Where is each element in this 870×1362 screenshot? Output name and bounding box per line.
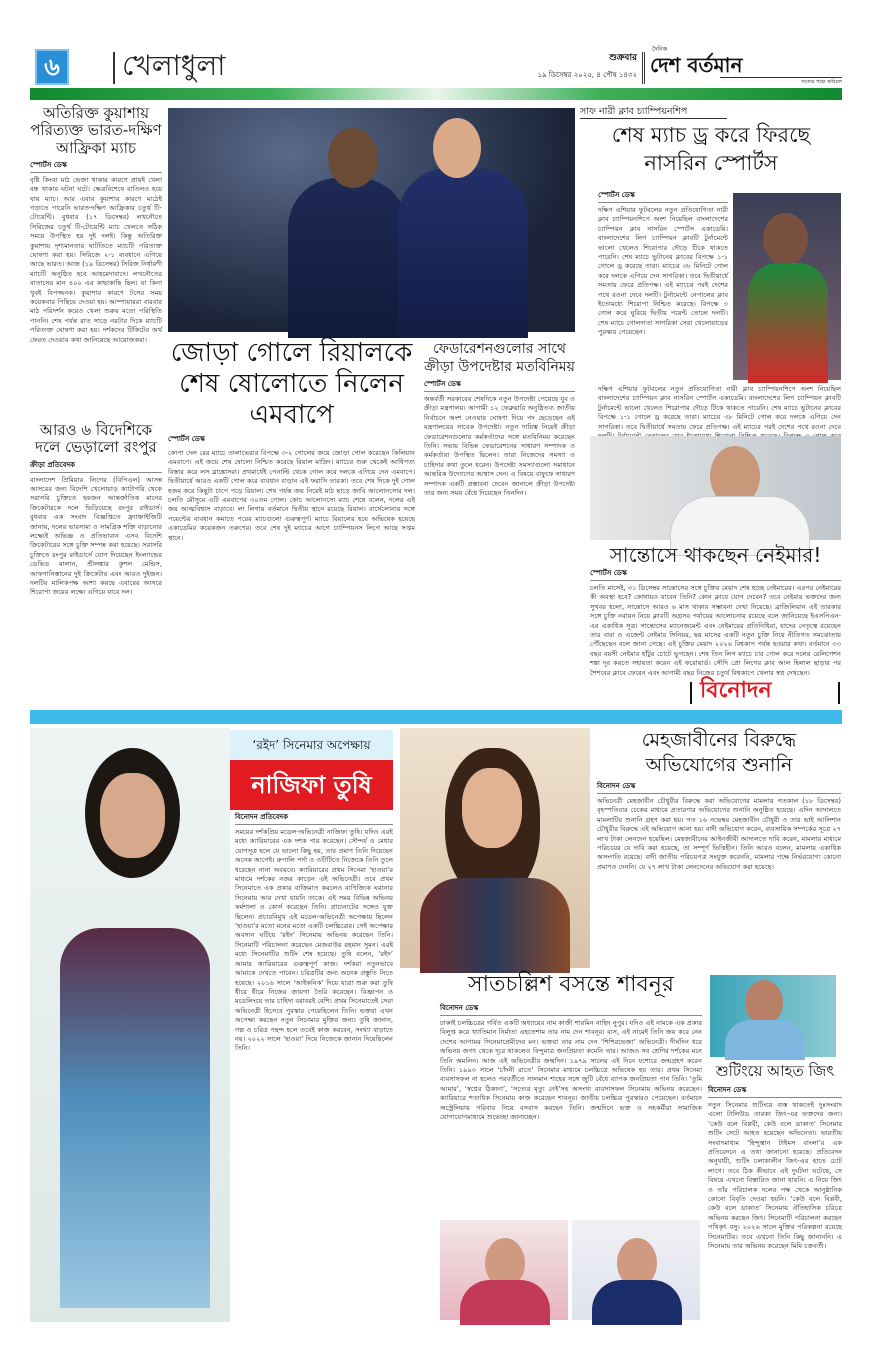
byline-federation: স্পোর্টস ডেস্ক xyxy=(424,379,575,392)
page-number-box: ৬ xyxy=(35,49,69,85)
article-nasrin-body xyxy=(598,190,728,382)
binodon-bar-right xyxy=(838,682,840,704)
body-nazifa: সময়ের দর্শকপ্রিয় মডেল-অভিনেত্রী নাজিফা তুষি। যদিও এরই মধ্যে ক্যারিয়ারের এক দশক পার করেছেন। সৌন্দর্য ও মেধার যোগসূত্র হলে যে ভালো কিছু হয়, তার প্রমাণ তিনি দিয়েছেন অনেক আগেই। রুপালি পর্দা ও ওটিটিতে নিজেকে তিনি তুলে ধরেছেন নানা অবয়বে। ক্যারিয়ারের প্রথম সিনেমা ‘হাওয়া’র মাধ্যমে দর্শকের নজর কাড়েন এই অভিনেত্রী। তবে প্রথম সিনেমাতে এক প্রকার বাজিমাত করলেও বাণিজ্যিক ঘরানার সিনেমায় আর দেখা যায়নি তাকে। এই সময় বিভিন্ন অভিনয় কর্মশালা ও কোর্স করেছেন তিনি। প্রাচ্যনাটের সঙ্গেও যুক্ত ছিলেন। প্রচারবিমুখ এই মডেল-অভিনেত্রী অপেক্ষায় ছিলেন ‘হাওয়া’র মতো মনের মতো একটি চলচ্চিত্রের। সেই অপেক্ষার অবসান ঘটিয়ে ‘রইদ’ সিনেমায় অভিনয় করেছেন তিনি। সিনেমাটি পরিচালনা করেছেন মেজবাউর রহমান সুমন। এরই মধ্যে সিনেমাটির শুটিং শেষ হয়েছে। তুষি বলেন, ‘রইদ’ আমার ক্যারিয়ারের গুরুত্বপূর্ণ কাজ। দর্শকরা নতুনভাবে আমাকে দেখতে পাবেন। চরিত্রটির জন্য অনেক প্রস্তুতি নিতে হয়েছে। ২০১৬ সালে ‘আইকনিক’ দিয়ে যাত্রা শুরু করা তুষি ধীরে ধীরে নিজের জায়গা তৈরি করেছেন। বিজ্ঞাপন ও মডেলিংয়ে তার চাহিদা বরাবরই বেশি। প্রথম সিনেমাতেই সেরা অভিনেত্রী হিসেবে পুরস্কার পেয়েছিলেন তিনি। ভক্তরা এখন অপেক্ষা করছেন নতুন সিনেমার মুক্তির জন্য। তুষি জানান, গল্প ও চরিত্র পছন্দ হলে তবেই কাজ করবেন, সংখ্যা বাড়াতে নয়। ২০২২ সালে ‘হাওয়া’ দিয়ে নিজেকে জানান দিয়েছিলেন তিনি। xyxy=(235,828,393,1053)
jeet-photo xyxy=(710,975,836,1057)
article-mehjabin xyxy=(597,728,841,966)
body-federation: অন্তর্বর্তী সরকারের শেষদিকে নতুন উপদেষ্টা পেয়েছে যুব ও ক্রীড়া মন্ত্রণালয়। আগামী ১২ ফেব্রুয়ারি অনুষ্ঠিতব্য জাতীয় নির্বাচনে অংশ নেওয়ার ঘোষণা দিয়ে পদ ছেড়েছেন এই মন্ত্রণালয়ের সাবেক উপদেষ্টা। নতুন দায়িত্ব নিয়েই ক্রীড়া ফেডারেশনগুলোর কর্মকর্তাদের সঙ্গে মতবিনিময় করেছেন তিনি। সভায় বিভিন্ন ফেডারেশনের সাধারণ সম্পাদক ও কর্মকর্তারা উপস্থিত ছিলেন। তারা নিজেদের সমস্যা ও চাহিদার কথা তুলে ধরেন। উপদেষ্টা সমস্যাগুলো সমাধানে আন্তরিক উদ্যোগের আশ্বাস দেন। এ বিষয়ে বাফুফে সাধারণ সম্পাদক একটি প্রস্তাবনা দেবেন জানালে ক্রীড়া উপদেষ্টা তার জন্য সময় বেঁধে দিয়েছেন তিনদিন। xyxy=(424,395,575,498)
headline-federation: ফেডারেশনগুলোর সাথে ক্রীড়া উপদেষ্টার মতবিনিময় xyxy=(424,341,575,375)
byline-jeet: বিনোদন ডেস্ক xyxy=(708,1085,842,1098)
section-title: খেলাধুলা xyxy=(122,49,226,82)
byline-rangpur: ক্রীড়া প্রতিবেদক xyxy=(30,460,162,473)
headline-shabnur: সাতচল্লিশ বসন্তে শাবনূর xyxy=(468,972,674,997)
binodon-bar-left xyxy=(690,682,692,704)
article-rangpur xyxy=(30,422,162,667)
day: শুক্রবার xyxy=(609,53,637,63)
date: ১৯ ডিসেম্বর ২০২৫, ৪ পৌষ ১৪৩২ xyxy=(537,71,637,79)
kicker-nasrin: সাফ নারী ক্লাব চ্যাম্পিয়নশিপ xyxy=(580,105,727,119)
mehjabin-photo xyxy=(400,728,590,968)
shabnur-photo-2 xyxy=(572,1220,700,1320)
byline-neymar: স্পোর্টস ডেস্ক xyxy=(590,568,841,581)
logo-tagline: সত্যের পক্ষে অবিচল xyxy=(720,77,842,87)
nasrin-player-photo xyxy=(733,193,841,380)
article-federation xyxy=(424,340,575,667)
body-nasrin-cont: দক্ষিণ এশিয়ার ফুটবলের নতুন প্রতিযোগিতা নারী ক্লাব চ্যাম্পিয়নশিপে অংশ নিয়েছিল বাংলাদেশের চ্যাম্পিয়ন ক্লাব নাসরিন স্পোর্টস একাডেমি। বাংলাদেশের লিগ চ্যাম্পিয়ন ক্লাবটি টুর্নামেন্টে ভালো খেলেও শিরোপার দৌড়ে টিকে থাকতে পারেনি। শেষ ম্যাচে ভুটানের ক্লাবের বিপক্ষে ১-১ গোলে ড্র করেছে তারা। ম্যাচের ৩৮ মিনিটে গোল করে দলকে এগিয়ে দেন সাগরিকা। তবে দ্বিতীয়ার্ধে সমতায় ফেরে প্রতিপক্ষ। এই ম্যাচের পরই দেশের পথে রওনা দেবে xyxy=(598,385,841,431)
byline-nazifa: বিনোদন প্রতিবেদক xyxy=(235,812,393,825)
nazifa-photo xyxy=(30,728,230,1322)
headline-mehjabin: মেহজাবীনের বিরুদ্ধে অভিযোগের শুনানি xyxy=(641,729,797,776)
headline-fog: অতিরিক্ত কুয়াশায় পরিত্যক্ত ভারত-দক্ষিণ আফ্রিকা ম্যাচ xyxy=(30,104,162,157)
byline-nasrin: স্পোর্টস ডেস্ক xyxy=(598,190,728,203)
shabnur-photo-1 xyxy=(440,1220,568,1320)
headline-mbappe: জোড়া গোলে রিয়ালকে শেষ ষোলোতে নিলেন এমবাপে xyxy=(170,338,413,430)
green-header-bar xyxy=(30,88,842,100)
article-nasrin-head xyxy=(580,105,842,190)
nazifa-title: নাজিফা তুষি xyxy=(230,760,393,810)
binodon-label: বিনোদন xyxy=(700,678,772,703)
headline-nasrin: শেষ ম্যাচ ড্র করে ফিরছে নাসরিন স্পোর্টস xyxy=(611,123,811,175)
byline-shabnur: বিনোদন ডেস্ক xyxy=(440,1003,702,1016)
headline-jeet: শুটিংয়ে আহত জিৎ xyxy=(715,1062,835,1080)
body-nasrin: দক্ষিণ এশিয়ার ফুটবলের নতুন প্রতিযোগিতা নারী ক্লাব চ্যাম্পিয়নশিপে অংশ নিয়েছিল বাংলাদেশের চ্যাম্পিয়ন ক্লাব নাসরিন স্পোর্টস একাডেমি। বাংলাদেশের লিগ চ্যাম্পিয়ন ক্লাবটি টুর্নামেন্টে ভালো খেলেও শিরোপার দৌড়ে টিকে থাকতে পারেনি। শেষ ম্যাচে ভুটানের ক্লাবের বিপক্ষে ১-১ গোলে ড্র করেছে তারা। ম্যাচের ৩৮ মিনিটে গোল করে দলকে এগিয়ে দেন সাগরিকা। তবে দ্বিতীয়ার্ধে সমতায় ফেরে প্রতিপক্ষ। এই ম্যাচের পরই দেশের পথে রওনা দেবে দলটি। টুর্নামেন্টে নেপালের ক্লাব ইতোমধ্যে শিরোপা নিশ্চিত করেছে। বিপক্ষে ৩ গোল করে ঘুরিয়ে দ্বিতীয় পয়েন্ট তোলে দলটি। শেষ ম্যাচে গোলদাতা সাগরিকা সেরা খেলোয়াড়ের পুরস্কার পেয়েছেন। xyxy=(598,206,728,337)
byline-mbappe: স্পোর্টস ডেস্ক xyxy=(168,435,205,443)
body-mehjabin: অভিনেত্রী মেহজাবীন চৌধুরীর বিরুদ্ধে করা অভিযোগের মামলায় গতকাল (১৮ ডিসেম্বর) বৃহস্পতিবার চেকের মাধ্যমে প্রতারণার অভিযোগের শুনানি অনুষ্ঠিত হয়েছে। এদিন আদালতে মামলাটির শুনানি গ্রহণ করা হয়। গত ১৬ নভেম্বর মেহজাবীন চৌধুরী ও তার ভাই আলিশান চৌধুরীর বিরুদ্ধে এই অভিযোগ আনা হয়। বাদী অভিযোগ করেন, ব্যবসায়িক সম্পর্কের সূত্রে ২৭ লাখ টাকা লেনদেন হয়েছিল। মেহজাবীনের আইনজীবী আদালতে দাবি করেন, মামলার মাধ্যমে পরিচয়ের যে দাবি করা হয়েছে, তা সম্পূর্ণ ভিত্তিহীন। তিনি আরও বলেন, মামলায় একাধিক অসংগতি রয়েছে। বাদী জাতীয় পরিচয়পত্র সংযুক্ত করেননি, মামলার পক্ষে নির্ভরযোগ্য কোনো প্রমাণও দেননি। যে ২৭ লাখ টাকা লেনদেনের অভিযোগ করা হয়েছে। xyxy=(597,797,841,871)
headline-rangpur: আরও ৬ বিদেশিকে দলে ভেড়ালো রংপুর xyxy=(35,421,157,457)
logo-small: দৈনিক xyxy=(652,46,668,53)
neymar-photo xyxy=(590,436,841,540)
blue-section-bar xyxy=(30,710,842,724)
article-nazifa xyxy=(235,812,393,1322)
header-divider xyxy=(642,52,645,84)
article-fog xyxy=(30,105,162,412)
byline-fog: স্পোর্টস ডেস্ক xyxy=(30,160,162,173)
headline-neymar: সান্তোসে থাকছেন নেইমার! xyxy=(609,543,822,567)
logo-text: দেশ বর্তমান xyxy=(650,53,743,77)
article-neymar xyxy=(590,542,841,677)
body-shabnur: ঢাকাই চলচ্চিত্রের গর্বিত একটি অধ্যায়ের নাম কাজী শারমিন নাহিদ নুপুর। যদিও এই নামকে এক প্রকার বিলুপ্ত করে খ্যাতিমান নির্মাতা এহতেশাম তার নাম দেন শাবনূর। ব্যস, এই নামেই তিনি জয় করে নেন দেশের আপামর সিনেমাপ্রেমীদের মন। ভক্তরা তার নাম দেন ‘শিশিরভেজা’ অভিনেত্রী। দীর্ঘদিন ধরে অভিনয় জগৎ থেকে দূরে থাকলেও বিন্দুমাত্র জনপ্রিয়তা কমেনি তার। আজও সব শ্রেণির দর্শকের মনে তিনি অমলিন। আজ এই অভিনেত্রীর জন্মদিন। ১৯৭৯ সালের এই দিনে যশোরে জন্মগ্রহণ করেন তিনি। ১৯৯৩ সালে ‘চাঁদনী রাতে’ সিনেমার মাধ্যমে চলচ্চিত্রে অভিষেক হয় তার। প্রথম সিনেমা ব্যবসাসফল না হলেও পরবর্তীতে সালমান শাহের সঙ্গে জুটি বেঁধে ব্যাপক জনপ্রিয়তা পান তিনি। ‘তুমি আমার’, ‘স্বপ্নের ঠিকানা’, ‘সত্যের মৃত্যু নেই’সহ অসংখ্য ব্যবসাসফল সিনেমায় অভিনয় করেছেন। ক্যারিয়ারে শতাধিক সিনেমায় কাজ করেছেন শাবনূর। জাতীয় চলচ্চিত্র পুরস্কারও পেয়েছেন। বর্তমানে অস্ট্রেলিয়ায় পরিবার নিয়ে বসবাস করছেন তিনি। জন্মদিনে ভক্ত ও সহকর্মীরা সামাজিক যোগাযোগমাধ্যমে শুভেচ্ছা জানাচ্ছেন। xyxy=(440,1019,702,1122)
byline-mehjabin: বিনোদন ডেস্ক xyxy=(597,781,841,794)
article-shabnur xyxy=(440,970,702,1216)
nazifa-kicker: ‘রইদ’ সিনেমার অপেক্ষায় xyxy=(230,730,393,760)
body-mbappe: কোপা দেল রের ম্যাচে তালাভেরার বিপক্ষে ৩-২ গোলের জয়ে জোড়া গোল করেছেন কিলিয়ান এমবাপে। এই জয়ে শেষ ষোলো নিশ্চিত করেছে রিয়াল মাদ্রিদ। ম্যাচের শুরু থেকেই আধিপত্য বিস্তার করে লস ব্লাঙ্কোসরা। প্রথমার্ধেই পেনাল্টি থেকে গোল করে দলকে এগিয়ে দেন এমবাপে। দ্বিতীয়ার্ধে আরও একটি গোল করে ব্যবধান বাড়ান এই ফরাসি তারকা। তবে শেষ দিকে দুই গোল হজম করে কিছুটা চাপে পড়ে রিয়াল। শেষ পর্যন্ত জয় নিয়েই মাঠ ছাড়ে জাবি আলোনসোর দল। চলতি মৌসুমে এটি এমবাপের ৩০তম গোল। কোচ আলোনসো ম্যাচ শেষে বলেন, দলের এই জয় আত্মবিশ্বাস বাড়াবে। লা লিগায় বর্তমানে দ্বিতীয় স্থানে রয়েছে রিয়াল। বার্সেলোনার সঙ্গে পয়েন্টের ব্যবধান কমাতে পরের ম্যাচগুলো গুরুত্বপূর্ণ। ম্যাচে রিয়ালের হয়ে অভিষেক হয়েছে একাডেমির কয়েকজন তরুণের। তবে শেষ দুই ম্যাচের আগে চ্যাম্পিয়নস লিগে আছে সপ্তম স্থানে। xyxy=(168,449,415,542)
body-jeet: নতুন সিনেমার শুটিংয়ে ব্যস্ত থাকতেই দুঃসংবাদ এলো টালিউড তারকা জিৎ-এর ভক্তদের জন্য। ‘কেউ বলে বিপ্লবী, কেউ বলে ডাকাত’ সিনেমার শুটিং সেটে আহত হয়েছেন অভিনেতা। ভারতীয় সংবাদমাধ্যম ‘হিন্দুস্তান টাইমস বাংলা’র এক প্রতিবেদনে এ তথ্য জানানো হয়েছে। প্রতিবেদন অনুযায়ী, শুটিং চলাকালীন জিৎ-এর হাতে চোট লাগে। তবে ঠিক কীভাবে এই দুর্ঘটনা ঘটেছে, সে বিষয়ে এখনো বিস্তারিত জানা যায়নি। এ নিয়ে জিৎ ও তাঁর পরিচালক দলের পক্ষ থেকে আনুষ্ঠানিক কোনো বিবৃতি দেওয়া হয়নি। ‘কেউ বলে বিপ্লবী, কেউ বলে ডাকাত’ সিনেমায় ঐতিহাসিক চরিত্রে অভিনয় করছেন জিৎ। সিনেমাটি পরিচালনা করছেন পথিকৃৎ বসু। ২০২৬ সালে মুক্তির পরিকল্পনা রয়েছে সিনেমাটির। তবে এখনো তিনি কিছু জানাননি। এ সিনেমায় তার অভিনয় করেছেন মিমি চক্রবর্তী। xyxy=(708,1101,842,1251)
body-rangpur: বাংলাদেশ প্রিমিয়ার লিগের (বিপিএল) আসন্ন আসরের জন্য বিদেশি খেলোয়াড় ক্যাটাগরি থেকে সরাসরি চুক্তিতে ছয়জন আন্তর্জাতিক মানের ক্রিকেটারকে দলে ভিড়িয়েছে রংপুর রাইডার্স। বুধবার এক সংবাদ বিজ্ঞপ্তিতে ফ্র্যাঞ্চাইজিটি জানায়, দলের ভারসাম্য ও সামগ্রিক শক্তি বাড়ানোর লক্ষ্যেই অভিজ্ঞ ও প্রতিভাবান এসব বিদেশি ক্রিকেটারের সঙ্গে চুক্তি সম্পন্ন করা হয়েছে। সরাসরি চুক্তিতে রংপুর রাইডার্সে যোগ দিয়েছেন ইংল্যান্ডের ডেভিড মালান, শ্রীলঙ্কার কুশল মেন্ডিস, আফগানিস্তানের দুই ক্রিকেটার এবং আরও দুইজন। দলটির মালিকপক্ষ আশা করছে এবারের আসরে শিরোপা জয়ের লক্ষ্যে এগিয়ে যাবে দল। xyxy=(30,475,162,597)
body-fog: বৃষ্টি কিংবা মাঠ ভেজা থাকার কারণে প্রায়ই খেলা বন্ধ থাকার ঘটনা ঘটে। ক্ষেত্রবিশেষে বাতিলও হয়ে যায় ম্যাচ। আর এবার কুয়াশার কারণে মাঠেই গড়াতে পারেনি ভারত-দক্ষিণ আফ্রিকার চতুর্থ টি-টোয়েন্টি। বুধবার (১৭ ডিসেম্বর) লখনৌতে সিরিজের চতুর্থ টি-টোয়েন্টি ম্যাচ খেলতে সঠিক সময়ে উপস্থিত হয় দুই দলই। কিন্তু অতিরিক্ত কুয়াশায় দৃশ্যমানতার ঘাটতিতে ম্যাচটি পরিত্যক্ত ঘোষণা করা হয়। সিরিজে ২-১ ব্যবধানে এগিয়ে আছে ভারত। আজ (১৯ ডিসেম্বর) সিরিজ নির্ধারণী ম্যাচটি অনুষ্ঠিত হবে আহমেদাবাদে। লখনৌতের বাতাসের মান ৪০০ এর কাছাকাছি ছিল। যা কিনা খুবই বিপজ্জনক। কুয়াশার কারণে টসের সময় কয়েকবার পিছিয়ে দেওয়া হয়। আম্পায়াররা বারবার মাঠ পরিদর্শন করেও খেলা শুরুর মতো পরিস্থিতি পাননি। শেষ পর্যন্ত রাত সাড়ে নয়টার দিকে ম্যাচটি পরিত্যক্ত ঘোষণা করা হয়। দর্শকদের টিকিটের অর্থ ফেরত দেওয়ার কথা জানিয়েছে আয়োজকরা। xyxy=(30,175,162,344)
body-neymar: চলতি মাসেই, ৩১ ডিসেম্বর সান্তোসের সঙ্গে চুক্তির মেয়াদ শেষ হচ্ছে নেইমারের। এরপর নেইমারের কী অবস্থা হবে? কোথায়ও যাবেন তিনি? কোন ক্লাবে যোগ দেবেন? তবে নেইমার ভক্তদের জন্য সুখবর হলো, সান্তোসে আরও ৬ মাস থাকার সম্ভাবনা দেখা দিয়েছে। ব্রাজিলিয়ান এই তারকার সঙ্গে চুক্তি নবায়ন নিয়ে ক্লাবটি অগ্রসর পর্যায়ের আলোচনায় রয়েছে বলে জানিয়েছে ইএসপিএন-এর একাধিক সূত্র। সান্তোসের ম্যানেজমেন্ট এবং নেইমারের প্রতিনিধিরা, যাদের নেতৃত্বে রয়েছেন তার বাবা ও এজেন্ট নেইমার সিনিয়র, ছয় মাসের একটি নতুন চুক্তি নিয়ে নীতিগত সমঝোতায় পৌঁছেছেন বলে জানা গেছে। এই চুক্তির মেয়াদ ২০২৬ বিশ্বকাপ পর্যন্ত হওয়ার কথা। বর্তমানে ৩৩ বছর বয়সী নেইমার হাঁটুর চোটে ভুগছেন। শেষ তিন লিগ ম্যাচে চার গোল করে দলের রেলিগেশন শঙ্কা দূর করতে সহায়তা করেন এই ফরোয়ার্ড। সৌদি প্রো লিগের ক্লাব আল হিলাল ছাড়ার পর শৈশবের ক্লাবে ফেরেন এবং আগামী বছর নিজের চতুর্থ বিশ্বকাপে খেলার স্বপ্ন দেখছেন। xyxy=(590,584,841,677)
mbappe-photo xyxy=(168,108,575,332)
article-jeet xyxy=(708,1060,842,1322)
article-mbappe xyxy=(168,338,415,667)
section-divider xyxy=(113,52,115,84)
